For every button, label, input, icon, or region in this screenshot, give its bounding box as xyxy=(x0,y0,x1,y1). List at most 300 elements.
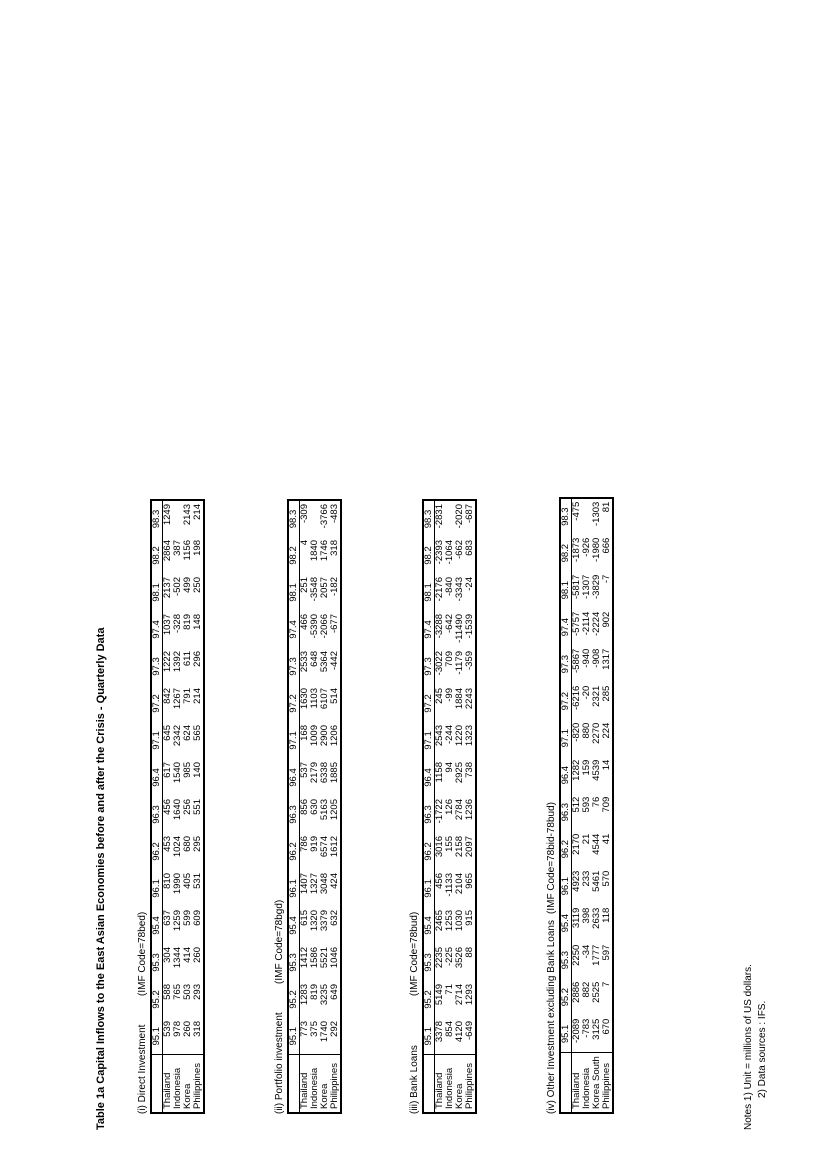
value-cell: 292 xyxy=(329,1021,340,1037)
value-cell: 2533 xyxy=(299,651,310,673)
quarter-header: 98.1 xyxy=(151,574,163,611)
quarter-header: 95.2 xyxy=(423,981,435,1018)
value-cell: -5390 xyxy=(309,614,320,639)
rotated-page xyxy=(95,30,795,1130)
value-cell: 318 xyxy=(192,1021,203,1037)
header-row xyxy=(560,498,572,1113)
value-cell: 405 xyxy=(182,873,193,889)
value-cell: -3288 xyxy=(434,614,445,639)
value-cell: 1220 xyxy=(454,725,465,747)
value-cell: 295 xyxy=(192,836,203,852)
quarter-header: 98.2 xyxy=(560,535,572,572)
value-cell: 537 xyxy=(299,762,310,778)
quarter-header: 95.4 xyxy=(151,907,163,944)
value-cell: -309 xyxy=(299,504,310,524)
value-cell: 387 xyxy=(172,540,183,556)
value-cell: 2235 xyxy=(434,947,445,969)
value-cell: 1630 xyxy=(299,688,310,710)
value-cell: 637 xyxy=(162,910,173,926)
value-cell: 159 xyxy=(581,759,592,776)
value-cell: 250 xyxy=(192,577,203,593)
value-cell: 880 xyxy=(581,722,592,739)
value-cell: -642 xyxy=(444,614,455,634)
quarter-header: 98.3 xyxy=(423,500,435,537)
quarter-header: 97.2 xyxy=(423,685,435,722)
value-cell: 842 xyxy=(162,688,173,704)
quarter-header: 96.1 xyxy=(151,870,163,907)
value-cell: 1317 xyxy=(601,648,612,670)
value-cell: 41 xyxy=(601,833,612,845)
value-cell: 1046 xyxy=(329,947,340,969)
quarter-header: 97.2 xyxy=(288,685,300,722)
value-cell: 1586 xyxy=(309,947,320,969)
value-cell: 5163 xyxy=(319,799,330,821)
value-cell: -359 xyxy=(464,651,475,671)
data-table xyxy=(559,497,614,1114)
quarter-header: 96.2 xyxy=(151,833,163,870)
quarter-header: 96.3 xyxy=(560,794,572,831)
country-label: Philippines xyxy=(602,1053,613,1113)
value-cell: 3526 xyxy=(454,947,465,969)
value-cell: 168 xyxy=(299,725,310,741)
country-label: Indonesia xyxy=(310,1055,320,1113)
value-cell: 882 xyxy=(581,981,592,998)
quarter-header: 96.4 xyxy=(423,759,435,796)
value-cell: 645 xyxy=(162,725,173,741)
value-cell: 683 xyxy=(464,540,475,556)
header-row xyxy=(423,500,435,1113)
country-label: Thailand xyxy=(300,1055,311,1113)
value-cell: -940 xyxy=(581,648,592,668)
value-cell: 588 xyxy=(162,984,173,1000)
value-cell: -2114 xyxy=(581,611,592,636)
value-cell: 1206 xyxy=(329,725,340,747)
value-cell: 2543 xyxy=(434,725,445,747)
value-cell: 1282 xyxy=(571,759,582,781)
value-cell: 456 xyxy=(434,873,445,889)
quarter-header: 95.3 xyxy=(560,942,572,979)
quarter-header: 97.4 xyxy=(423,611,435,648)
quarter-header: 97.3 xyxy=(288,648,300,685)
value-cell: 1777 xyxy=(591,944,602,966)
value-cell: 2270 xyxy=(591,722,602,744)
value-cell: 810 xyxy=(162,873,173,889)
value-cell: 1236 xyxy=(464,799,475,821)
value-cell: 1103 xyxy=(309,688,320,709)
value-cell: 251 xyxy=(299,577,310,593)
value-cell: -182 xyxy=(329,577,340,597)
value-cell: 1205 xyxy=(329,799,340,821)
value-cell: -2176 xyxy=(434,577,445,602)
value-cell: 599 xyxy=(182,910,193,926)
value-cell: 1156 xyxy=(182,540,193,561)
value-cell: 260 xyxy=(192,947,203,963)
value-cell: -2224 xyxy=(591,611,602,636)
value-cell: 3378 xyxy=(434,1021,445,1043)
value-cell: 819 xyxy=(309,984,320,1000)
value-cell: 609 xyxy=(192,910,203,926)
quarter-header: 97.2 xyxy=(560,683,572,720)
table-row xyxy=(602,498,613,1113)
value-cell: 2633 xyxy=(591,907,602,929)
notes-line-1: Notes 1) Unit = millions of US dollars. xyxy=(743,964,754,1130)
value-cell: 4539 xyxy=(591,759,602,781)
value-cell: -244 xyxy=(444,725,455,745)
value-cell: 1158 xyxy=(434,762,445,783)
value-cell: 21 xyxy=(581,833,592,845)
country-label: Thailand xyxy=(572,1053,583,1113)
quarter-header: 96.2 xyxy=(288,833,300,870)
value-cell: 624 xyxy=(182,725,193,741)
value-cell: -483 xyxy=(329,504,340,524)
value-cell: 2243 xyxy=(464,688,475,710)
value-cell: 304 xyxy=(162,947,173,963)
value-cell: -1539 xyxy=(464,614,475,639)
value-cell: -687 xyxy=(464,504,475,524)
quarter-header: 98.3 xyxy=(288,500,300,537)
value-cell: 2158 xyxy=(454,836,465,858)
value-cell: -908 xyxy=(591,648,602,668)
value-cell: 2321 xyxy=(591,685,602,707)
country-label: Korea xyxy=(455,1055,465,1113)
country-label: Korea South xyxy=(592,1053,602,1113)
value-cell: 6338 xyxy=(319,762,330,784)
value-cell: 854 xyxy=(444,1021,455,1037)
value-cell: 2342 xyxy=(172,725,183,747)
value-cell: -5867 xyxy=(571,648,582,673)
quarter-header: 95.4 xyxy=(288,907,300,944)
value-cell: 1412 xyxy=(299,947,310,969)
value-cell: 1540 xyxy=(172,762,183,784)
quarter-header: 98.2 xyxy=(288,537,300,574)
value-cell: 539 xyxy=(162,1021,173,1037)
value-cell: -475 xyxy=(571,501,582,521)
quarter-header: 98.2 xyxy=(151,537,163,574)
quarter-header: 96.3 xyxy=(151,796,163,833)
value-cell: 3379 xyxy=(319,910,330,932)
value-cell: 155 xyxy=(444,836,455,852)
country-label: Philippines xyxy=(465,1055,476,1113)
quarter-header: 98.2 xyxy=(423,537,435,574)
value-cell: 791 xyxy=(182,688,193,704)
value-cell: -926 xyxy=(581,537,592,557)
value-cell: 1259 xyxy=(172,910,183,932)
value-cell: 2714 xyxy=(454,984,465,1006)
country-label: Korea xyxy=(320,1055,330,1113)
value-cell: 81 xyxy=(601,501,612,513)
value-cell: 466 xyxy=(299,614,310,630)
value-cell: -1980 xyxy=(591,537,602,562)
value-cell: -1722 xyxy=(434,799,445,824)
value-cell: -5817 xyxy=(571,574,582,599)
value-cell: -3022 xyxy=(434,651,445,676)
quarter-header: 98.1 xyxy=(288,574,300,611)
value-cell: -6216 xyxy=(571,685,582,710)
data-table xyxy=(150,499,205,1114)
value-cell: 88 xyxy=(464,947,475,958)
quarter-header: 96.3 xyxy=(423,796,435,833)
value-cell: 2864 xyxy=(162,540,173,562)
section-label: (iv) Other Investment excluding Bank Loans xyxy=(546,920,557,1114)
value-cell: 1407 xyxy=(299,873,310,895)
value-cell: 1740 xyxy=(319,1021,330,1043)
quarter-header: 97.1 xyxy=(560,720,572,757)
value-cell: -2020 xyxy=(454,504,465,529)
country-label: Indonesia xyxy=(445,1055,455,1113)
imf-code: (IMF Code=78bgd) xyxy=(274,899,285,984)
value-cell: -99 xyxy=(444,688,455,702)
section-heading xyxy=(544,497,559,1114)
value-cell: 1037 xyxy=(162,614,173,636)
value-cell: 773 xyxy=(299,1021,310,1037)
quarter-header: 96.2 xyxy=(423,833,435,870)
value-cell: -2831 xyxy=(434,504,445,529)
section-1 xyxy=(135,499,205,1114)
value-cell: 1327 xyxy=(309,873,320,895)
value-cell: 318 xyxy=(329,540,340,556)
value-cell: 233 xyxy=(581,870,592,887)
section-label: (ii) Portfolio investment xyxy=(274,1012,285,1114)
value-cell: -34 xyxy=(581,944,592,959)
table-row xyxy=(193,500,204,1113)
value-cell: -1303 xyxy=(591,501,602,526)
value-cell: -20 xyxy=(581,685,592,700)
value-cell: 551 xyxy=(192,799,203,815)
value-cell: -783 xyxy=(581,1018,592,1038)
header-row xyxy=(151,500,163,1113)
quarter-header: 96.1 xyxy=(288,870,300,907)
value-cell: -328 xyxy=(172,614,183,634)
value-cell: 3235 xyxy=(319,984,330,1006)
value-cell: 2137 xyxy=(162,577,173,599)
notes xyxy=(743,964,768,1130)
value-cell: 2465 xyxy=(434,910,445,932)
value-cell: 5521 xyxy=(319,947,330,969)
value-cell: -662 xyxy=(454,540,465,560)
value-cell: 293 xyxy=(192,984,203,1000)
value-cell: 424 xyxy=(329,873,340,889)
table-title: Table 1a Capital Inflows to the East Asian Economies before and after the Crisis - Quarterly Data xyxy=(95,627,107,1130)
value-cell: 902 xyxy=(601,611,612,628)
country-label: Thailand xyxy=(163,1055,174,1113)
quarter-header: 98.1 xyxy=(423,574,435,611)
value-cell: 1840 xyxy=(309,540,320,562)
table-row xyxy=(465,500,476,1113)
quarter-header: 96.1 xyxy=(560,868,572,905)
value-cell: 5461 xyxy=(591,870,602,892)
value-cell: 2097 xyxy=(464,836,475,858)
quarter-header: 95.1 xyxy=(560,1016,572,1053)
country-label: Philippines xyxy=(193,1055,204,1113)
value-cell: 4120 xyxy=(454,1021,465,1043)
country-label: Indonesia xyxy=(173,1055,183,1113)
value-cell: 5149 xyxy=(434,984,445,1006)
quarter-header: 95.3 xyxy=(288,944,300,981)
quarter-header: 98.3 xyxy=(151,500,163,537)
value-cell: 94 xyxy=(444,762,455,773)
section-heading xyxy=(272,499,287,1114)
value-cell: 632 xyxy=(329,910,340,926)
value-cell: -11490 xyxy=(454,614,465,643)
value-cell: 2104 xyxy=(454,873,465,895)
value-cell: 148 xyxy=(192,614,203,630)
value-cell: 126 xyxy=(444,799,455,815)
value-cell: 1283 xyxy=(299,984,310,1006)
data-table xyxy=(287,499,342,1114)
value-cell: 630 xyxy=(309,799,320,815)
quarter-header: 97.2 xyxy=(151,685,163,722)
value-cell: -820 xyxy=(571,722,582,742)
value-cell: 140 xyxy=(192,762,203,778)
value-cell: 738 xyxy=(464,762,475,778)
value-cell: 1640 xyxy=(172,799,183,821)
value-cell: 456 xyxy=(162,799,173,815)
value-cell: 1024 xyxy=(172,836,183,858)
corner-cell xyxy=(288,1055,300,1113)
value-cell: 2179 xyxy=(309,762,320,784)
value-cell: -502 xyxy=(172,577,183,597)
corner-cell xyxy=(560,1053,572,1113)
quarter-header: 97.3 xyxy=(423,648,435,685)
value-cell: -2066 xyxy=(319,614,330,639)
corner-cell xyxy=(423,1055,435,1113)
value-cell: 2900 xyxy=(319,725,330,747)
value-cell: 512 xyxy=(571,796,582,813)
table-row xyxy=(330,500,341,1113)
value-cell: 214 xyxy=(192,688,203,704)
value-cell: 296 xyxy=(192,651,203,667)
value-cell: 499 xyxy=(182,577,193,593)
country-label: Thailand xyxy=(435,1055,446,1113)
quarter-header: 97.4 xyxy=(288,611,300,648)
value-cell: 3048 xyxy=(319,873,330,895)
section-heading xyxy=(135,499,150,1114)
value-cell: 7 xyxy=(601,981,612,987)
value-cell: 453 xyxy=(162,836,173,852)
value-cell: 3016 xyxy=(434,836,445,858)
data-table xyxy=(422,499,477,1114)
value-cell: 76 xyxy=(591,796,602,808)
value-cell: 6107 xyxy=(319,688,330,710)
value-cell: -2393 xyxy=(434,540,445,565)
quarter-header: 95.4 xyxy=(423,907,435,944)
value-cell: 1884 xyxy=(454,688,465,710)
value-cell: 4923 xyxy=(571,870,582,892)
value-cell: 1222 xyxy=(162,651,173,673)
value-cell: 398 xyxy=(581,907,592,924)
quarter-header: 95.2 xyxy=(288,981,300,1018)
value-cell: 2525 xyxy=(591,981,602,1003)
quarter-header: 97.1 xyxy=(151,722,163,759)
value-cell: 1267 xyxy=(172,688,183,710)
value-cell: 1009 xyxy=(309,725,320,747)
value-cell: 565 xyxy=(192,725,203,741)
quarter-header: 97.3 xyxy=(151,648,163,685)
value-cell: -677 xyxy=(329,614,340,634)
value-cell: -3829 xyxy=(591,574,602,599)
imf-code: (IMF Code=78bid-78bud) xyxy=(546,801,557,914)
value-cell: 2143 xyxy=(182,504,193,526)
value-cell: -1064 xyxy=(444,540,455,565)
value-cell: 985 xyxy=(182,762,193,778)
country-label: Philippines xyxy=(330,1055,341,1113)
value-cell: 1746 xyxy=(319,540,330,562)
value-cell: 245 xyxy=(434,688,445,704)
value-cell: 1990 xyxy=(172,873,183,895)
value-cell: -840 xyxy=(444,577,455,597)
value-cell: 4544 xyxy=(591,833,602,855)
quarter-header: 97.3 xyxy=(560,646,572,683)
value-cell: 670 xyxy=(601,1018,612,1035)
value-cell: -3766 xyxy=(319,504,330,529)
value-cell: 2057 xyxy=(319,577,330,599)
value-cell: 1320 xyxy=(309,910,320,932)
quarter-header: 96.3 xyxy=(288,796,300,833)
country-label: Korea xyxy=(183,1055,193,1113)
value-cell: 597 xyxy=(601,944,612,961)
value-cell: -442 xyxy=(329,651,340,671)
value-cell: 285 xyxy=(601,685,612,702)
value-cell: 2784 xyxy=(454,799,465,821)
value-cell: 1344 xyxy=(172,947,183,969)
value-cell: 71 xyxy=(444,984,455,995)
value-cell: 709 xyxy=(601,796,612,813)
header-row xyxy=(288,500,300,1113)
value-cell: 709 xyxy=(444,651,455,667)
quarter-header: 95.1 xyxy=(423,1018,435,1055)
value-cell: 1612 xyxy=(329,836,340,858)
section-label: (iii) Bank Loans xyxy=(409,1045,420,1114)
value-cell: 375 xyxy=(309,1021,320,1037)
value-cell: 611 xyxy=(182,651,193,667)
value-cell: 118 xyxy=(601,907,612,923)
value-cell: 648 xyxy=(309,651,320,667)
value-cell: -2089 xyxy=(571,1018,582,1043)
value-cell: -1307 xyxy=(581,574,592,599)
value-cell: -3548 xyxy=(309,577,320,602)
value-cell: 1885 xyxy=(329,762,340,784)
value-cell: 680 xyxy=(182,836,193,852)
value-cell: 3125 xyxy=(591,1018,602,1040)
value-cell: 4 xyxy=(299,540,310,546)
value-cell: 856 xyxy=(299,799,310,815)
imf-code: (IMF Code=78bud) xyxy=(409,911,420,996)
value-cell: 765 xyxy=(172,984,183,1000)
quarter-header: 97.1 xyxy=(288,722,300,759)
value-cell: 786 xyxy=(299,836,310,852)
value-cell: 919 xyxy=(309,836,320,852)
value-cell: -7 xyxy=(601,574,612,584)
value-cell: 6574 xyxy=(319,836,330,858)
notes-line-2: 2) Data sources : IFS. xyxy=(757,1000,768,1098)
value-cell: 570 xyxy=(601,870,612,887)
quarter-header: 96.4 xyxy=(288,759,300,796)
value-cell: 965 xyxy=(464,873,475,889)
quarter-header: 96.4 xyxy=(151,759,163,796)
value-cell: 2886 xyxy=(571,981,582,1003)
value-cell: 198 xyxy=(192,540,203,556)
value-cell: 819 xyxy=(182,614,193,630)
corner-cell xyxy=(151,1055,163,1113)
value-cell: -3343 xyxy=(454,577,465,602)
value-cell: 503 xyxy=(182,984,193,1000)
quarter-header: 95.4 xyxy=(560,905,572,942)
section-heading xyxy=(407,499,422,1114)
value-cell: -225 xyxy=(444,947,455,967)
value-cell: 649 xyxy=(329,984,340,1000)
section-label: (i) Direct Investment xyxy=(137,1024,148,1114)
value-cell: 1323 xyxy=(464,725,475,747)
